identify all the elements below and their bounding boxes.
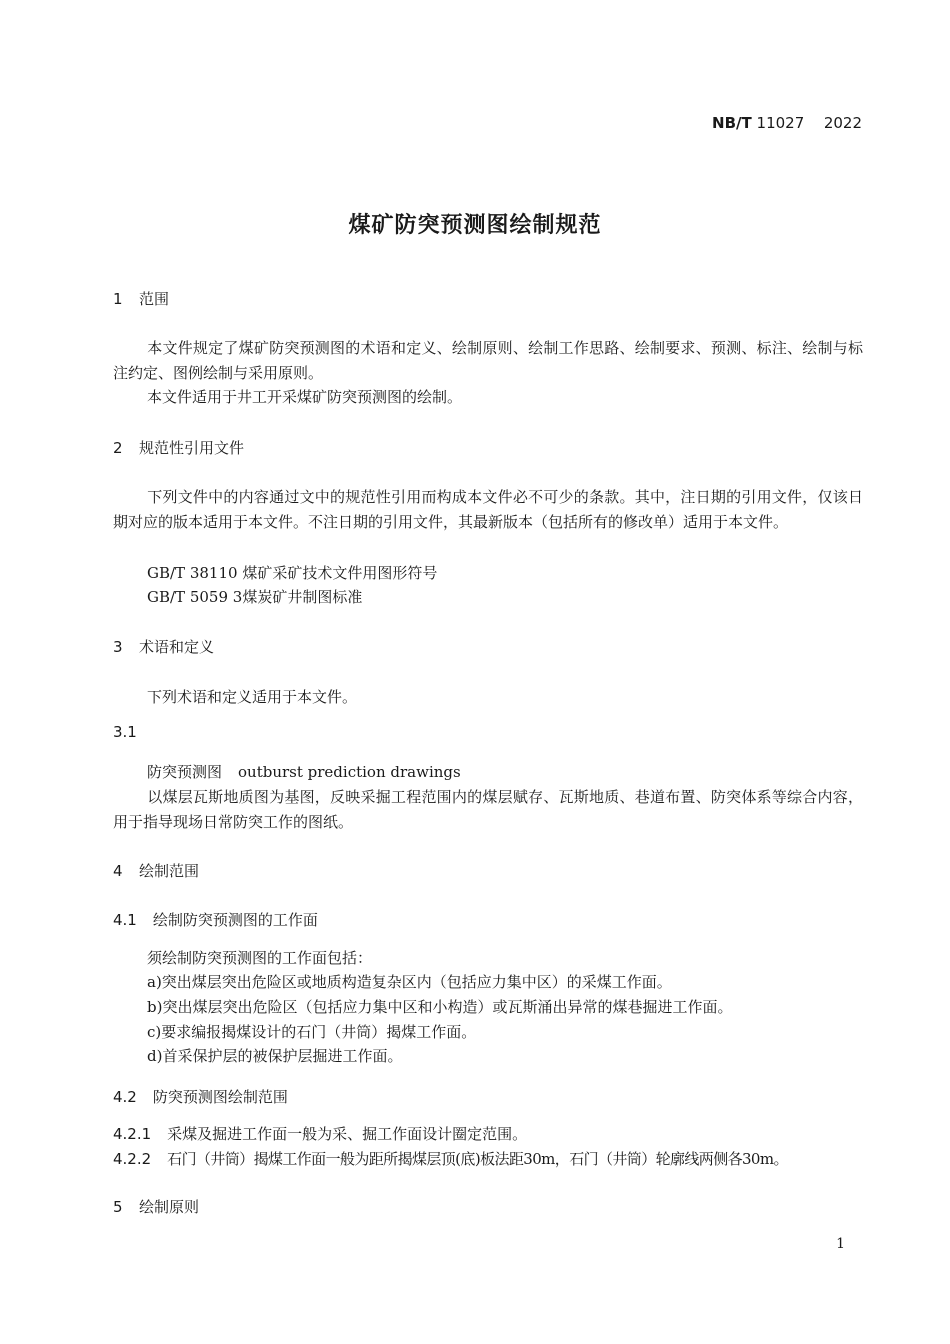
section-number: 5 — [113, 1198, 123, 1216]
term-3-1-definition: 以煤层瓦斯地质图为基图，反映采掘工程范围内的煤层赋存、瓦斯地质、巷道布置、防突体系等综合内容，用于指导现场日常防突工作的图纸。 — [113, 788, 863, 831]
clause-4-2-1 — [113, 1122, 527, 1146]
section-1-heading — [113, 288, 169, 309]
section-title: 绘制原则 — [139, 1198, 200, 1216]
section-4-heading — [113, 860, 199, 881]
section-2-heading — [113, 437, 244, 458]
section-4-1-intro: 须绘制防突预测图的工作面包括： — [147, 949, 373, 967]
clause-text: 采煤及掘进工作面一般为采、掘工作面设计圈定范围。 — [167, 1125, 528, 1143]
section-number: 2 — [113, 439, 123, 457]
clause-number: 4.2.2 — [113, 1150, 152, 1168]
term-3-1-number: 3.1 — [113, 723, 137, 741]
section-1-paragraph-2: 本文件适用于井工开采煤矿防突预测图的绘制。 — [147, 388, 463, 406]
section-number: 1 — [113, 290, 123, 308]
document-title: 煤矿防突预测图绘制规范 — [348, 213, 602, 238]
section-3-paragraph-1: 下列术语和定义适用于本文件。 — [147, 688, 358, 706]
section-5-heading — [113, 1196, 199, 1217]
subsection-title: 防突预测图绘制范围 — [152, 1088, 288, 1106]
subsection-number: 4.1 — [113, 911, 137, 929]
clause-text: 石门（井筒）揭煤工作面一般为距所揭煤层顶(底)板法距30m，石门（井筒）轮廓线两侧各30m。 — [167, 1150, 788, 1168]
standard-year: 2022 — [823, 114, 862, 132]
list-item-c: c)要求编报揭煤设计的石门（井筒）揭煤工作面。 — [147, 1023, 477, 1041]
term-english: outburst prediction drawings — [238, 763, 461, 781]
document-code — [712, 114, 862, 132]
standard-number: 11027 — [756, 114, 805, 132]
section-2-paragraph-1: 下列文件中的内容通过文中的规范性引用而构成本文件必不可少的条款。其中，注日期的引用文件，仅该日期对应的版本适用于本文件。不注日期的引用文件，其最新版本（包括所有的修改单）适用于本文件。 — [113, 488, 863, 531]
term-3-1 — [147, 760, 461, 784]
list-item-b: b)突出煤层突出危险区（包括应力集中区和小构造）或瓦斯涌出异常的煤巷掘进工作面。 — [147, 998, 733, 1016]
section-number: 4 — [113, 862, 123, 880]
list-item-d: d)首采保护层的被保护层掘进工作面。 — [147, 1047, 403, 1065]
standard-prefix: NB/T — [712, 114, 752, 132]
list-item-a: a)突出煤层突出危险区或地质构造复杂区内（包括应力集中区）的采煤工作面。 — [147, 973, 672, 991]
section-4-2-heading — [113, 1086, 288, 1107]
section-title: 范围 — [139, 290, 170, 308]
section-title: 规范性引用文件 — [139, 439, 245, 457]
section-4-1-heading — [113, 909, 318, 930]
section-title: 绘制范围 — [139, 862, 200, 880]
term-chinese: 防突预测图 — [147, 763, 223, 781]
clause-4-2-2 — [113, 1147, 788, 1171]
section-3-heading — [113, 636, 214, 657]
reference-2: GB/T 5059 3煤炭矿井制图标准 — [147, 588, 363, 606]
section-1-paragraph-1: 本文件规定了煤矿防突预测图的术语和定义、绘制原则、绘制工作思路、绘制要求、预测、标注、绘制与标注约定、图例绘制与采用原则。 — [113, 339, 863, 382]
subsection-title: 绘制防突预测图的工作面 — [152, 911, 318, 929]
subsection-number: 4.2 — [113, 1088, 137, 1106]
section-number: 3 — [113, 638, 123, 656]
reference-1: GB/T 38110 煤矿采矿技术文件用图形符号 — [147, 564, 438, 582]
clause-number: 4.2.1 — [113, 1125, 152, 1143]
section-title: 术语和定义 — [139, 638, 215, 656]
page-number: 1 — [836, 1236, 845, 1252]
